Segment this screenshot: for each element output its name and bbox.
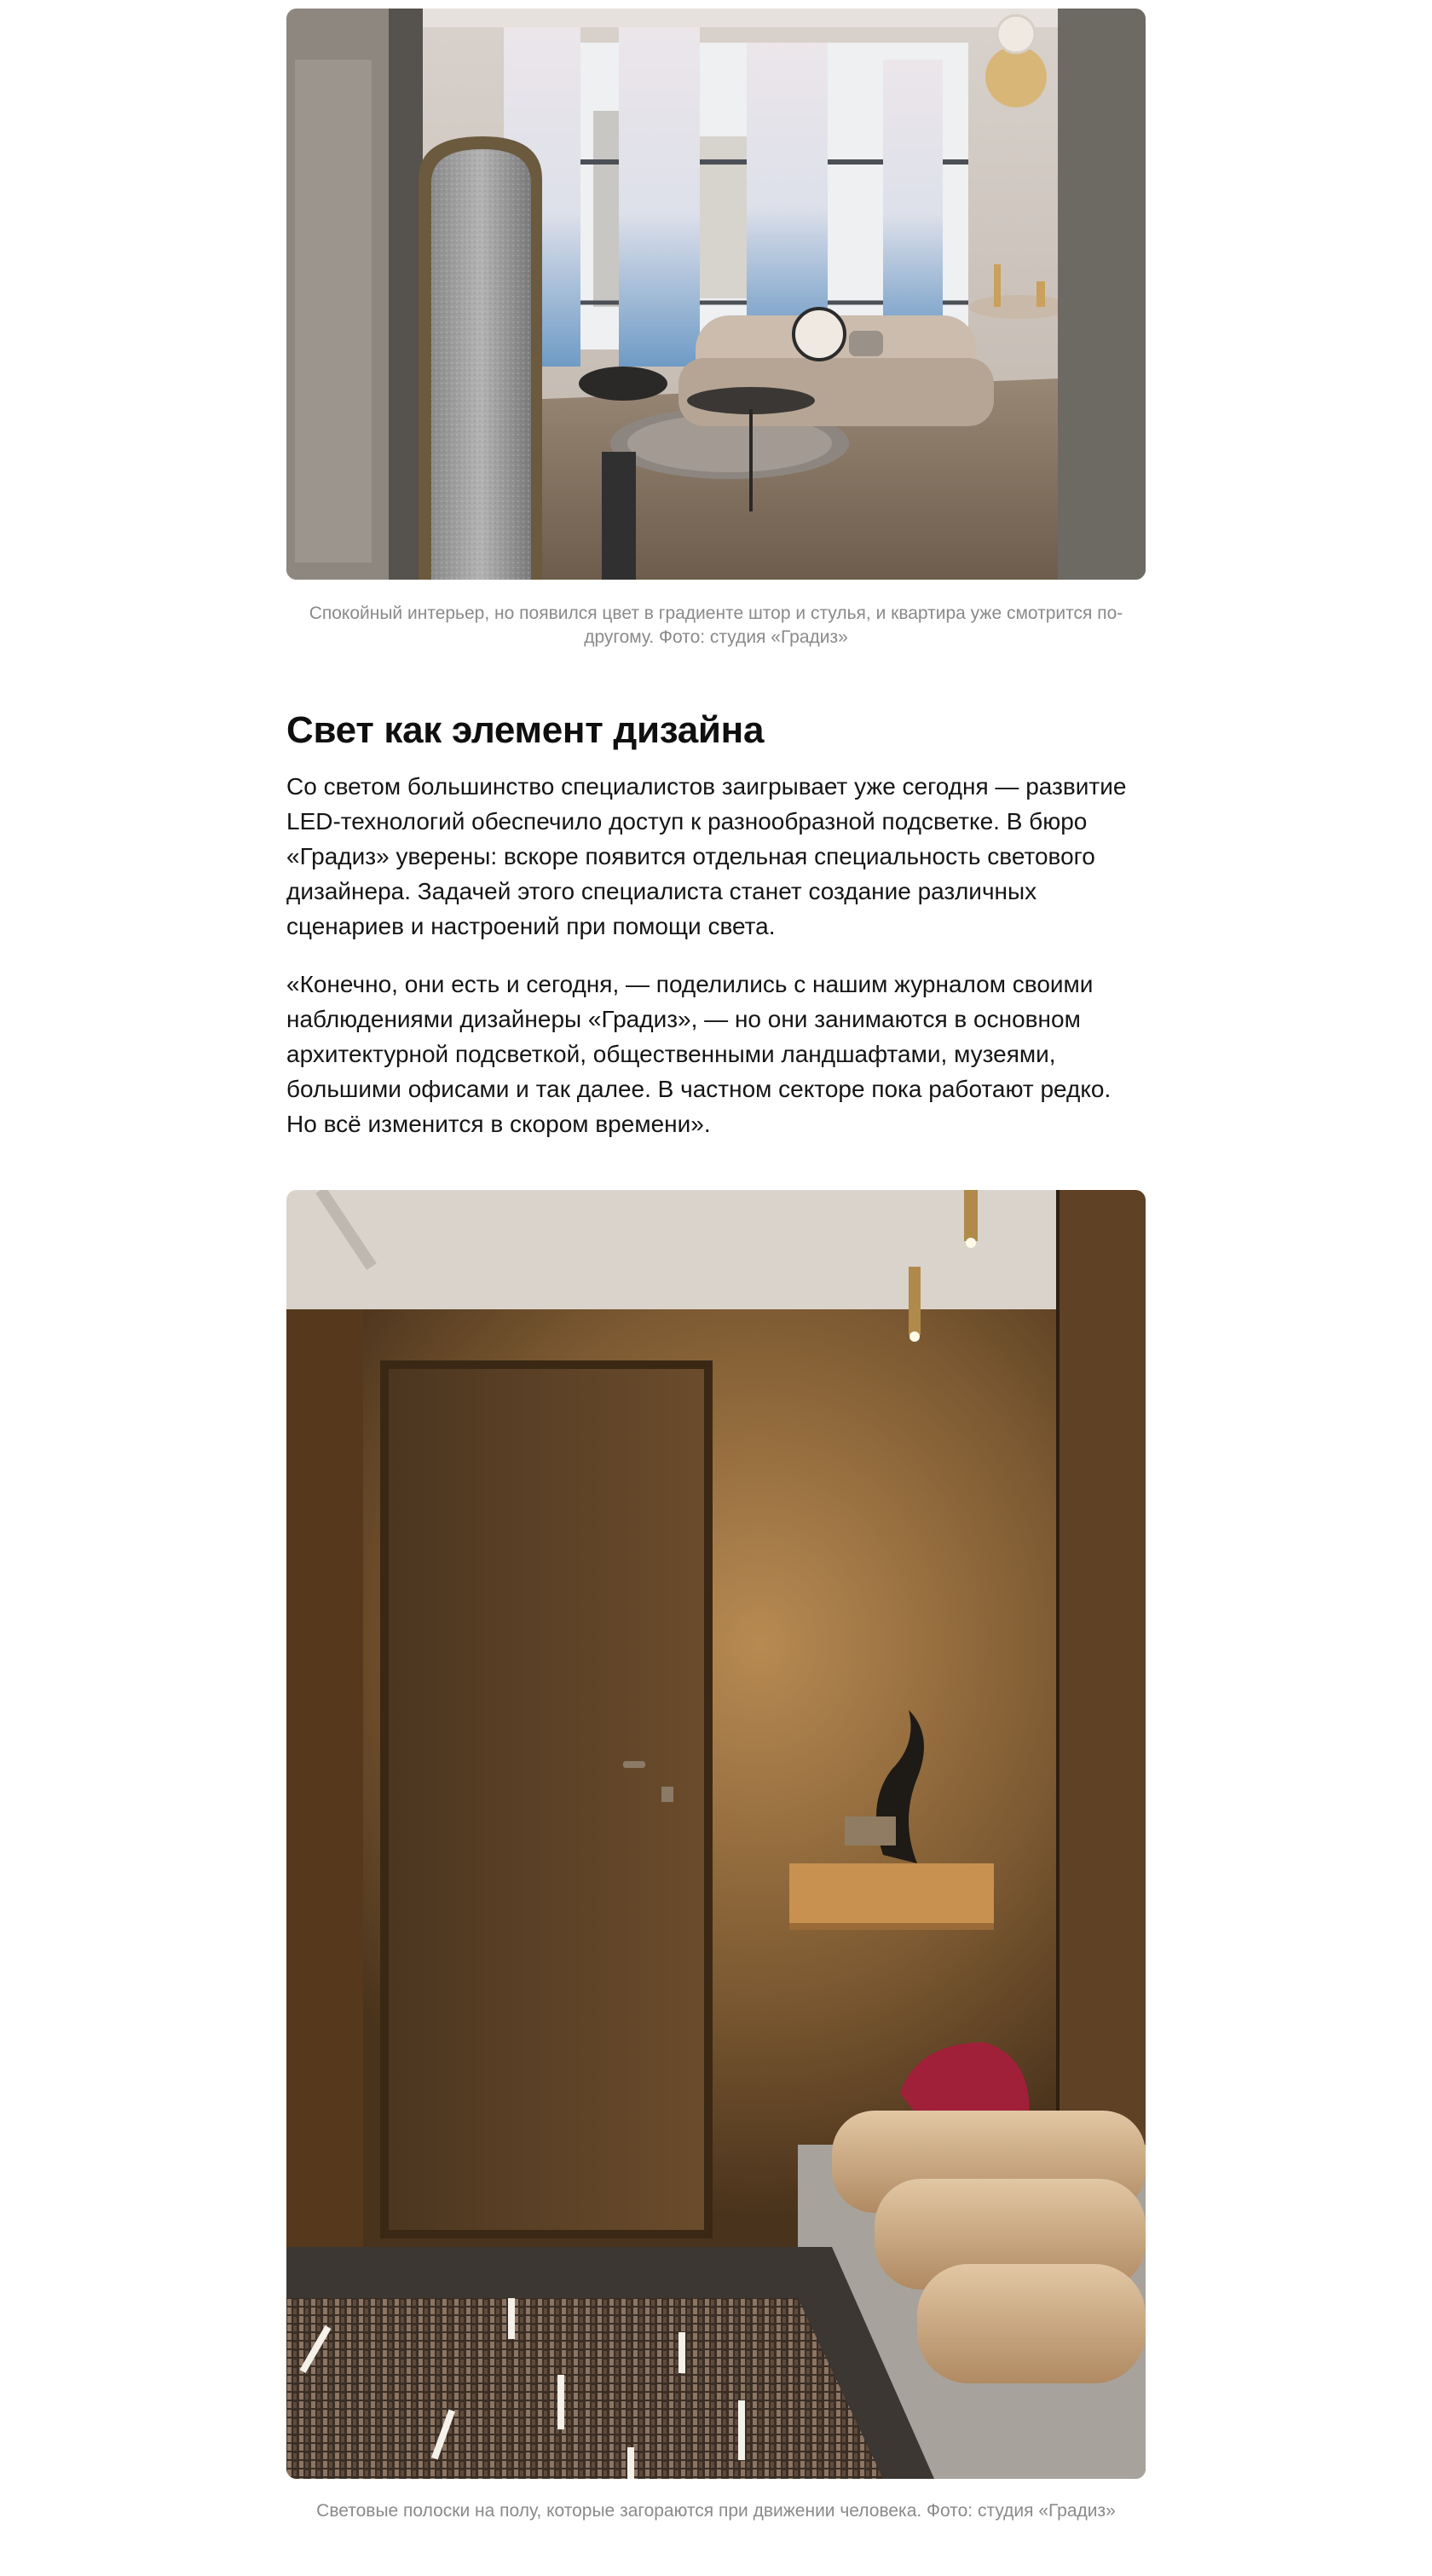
photo-caption: Спокойный интерьер, но появился цвет в градиенте штор и стулья, и квартира уже смотрится по-другому. Фото: студия «Градиз» bbox=[309, 604, 1123, 647]
paragraph: «Конечно, они есть и сегодня, — поделились с нашим журналом своими наблюдениями дизайнеры «Градиз», — но они занимаются в основном архитектурной подсветкой, общественными ландшафтами, музеями, большими офисами и так далее. В частном секторе пока работают редко. Но всё изменится в скором времени». bbox=[286, 971, 1112, 1137]
section-heading: Свет как элемент дизайна bbox=[286, 709, 765, 751]
photo-caption: Световые полоски на полу, которые загораются при движении человека. Фото: студия «Градиз» bbox=[316, 2501, 1116, 2521]
paragraph: Со светом большинство специалистов заигрывает уже сегодня — развитие LED-технологий обеспечило доступ к разнообразной подсветке. В бюро «Градиз» уверены: вскоре появится отдельная специальность светового дизайнера. Задачей этого специалиста станет создание различных сценариев и настроений при помощи света. bbox=[286, 773, 1127, 939]
living-room-photo bbox=[286, 9, 1146, 580]
hallway-photo bbox=[286, 1190, 1146, 2479]
